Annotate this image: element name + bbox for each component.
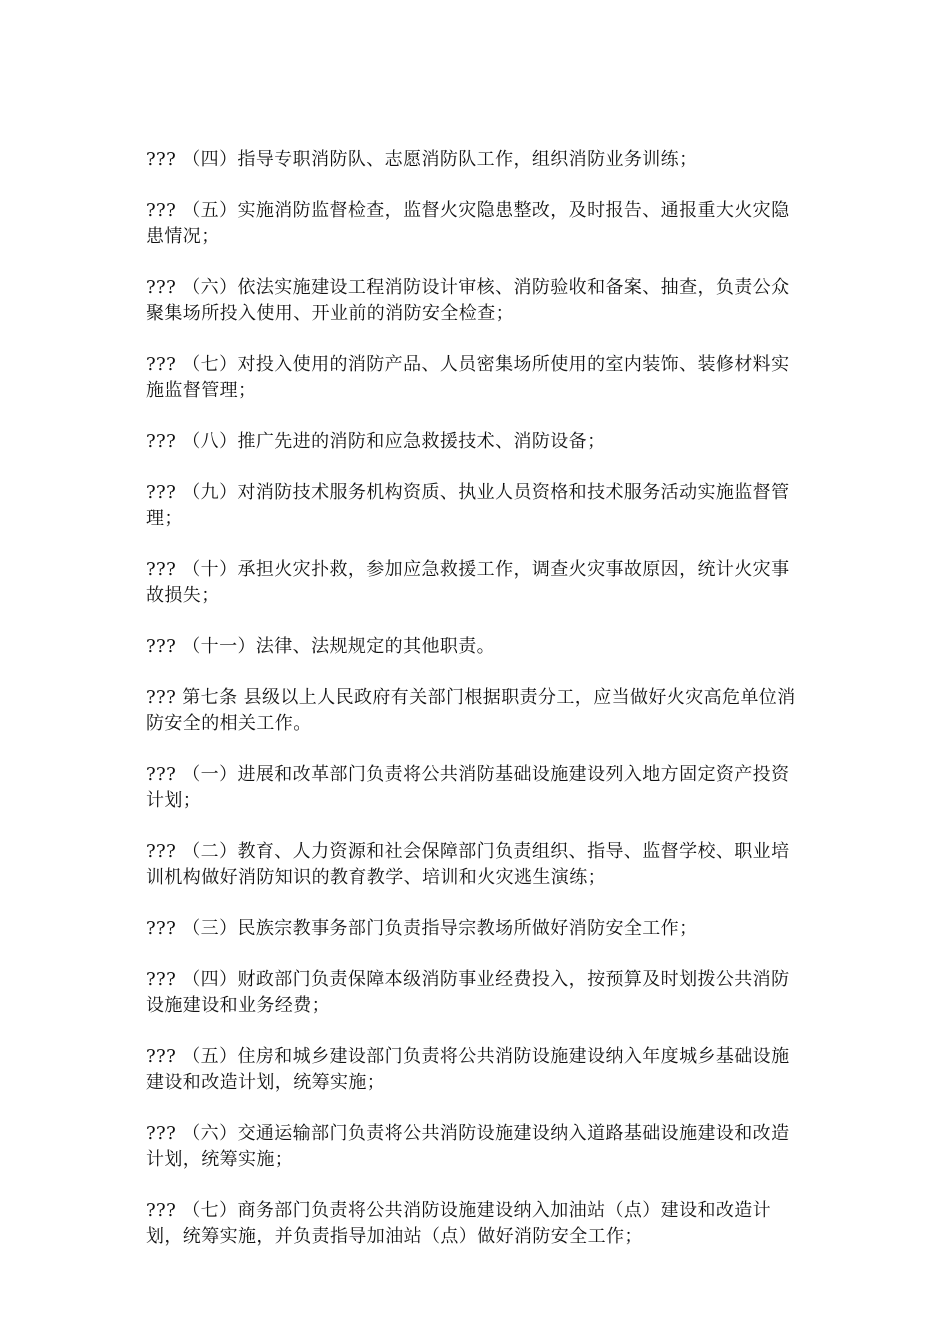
paragraph: ??? （七）对投入使用的消防产品、人员密集场所使用的室内装饰、装修材料实施监督管理；	[146, 354, 790, 401]
paragraph: ??? （八）推广先进的消防和应急救援技术、消防设备；	[146, 431, 606, 452]
document-body	[146, 147, 806, 1275]
paragraph: ??? （四）财政部门负责保障本级消防事业经费投入，按预算及时划拨公共消防设施建设和业务经费；	[146, 969, 790, 1016]
paragraph: ??? （六）依法实施建设工程消防设计审核、消防验收和备案、抽查，负责公众聚集场所投入使用、开业前的消防安全检查；	[146, 277, 790, 324]
paragraph: ??? （十一）法律、法规规定的其他职责。	[146, 636, 496, 657]
paragraph: ??? （四）指导专职消防队、志愿消防队工作，组织消防业务训练；	[146, 149, 698, 170]
paragraph: ??? （三）民族宗教事务部门负责指导宗教场所做好消防安全工作；	[146, 918, 698, 939]
paragraph: ??? （六）交通运输部门负责将公共消防设施建设纳入道路基础设施建设和改造计划，统筹实施；	[146, 1123, 790, 1170]
paragraph: ??? （五）住房和城乡建设部门负责将公共消防设施建设纳入年度城乡基础设施建设和改造计划，统筹实施；	[146, 1046, 790, 1093]
paragraph: ??? （二）教育、人力资源和社会保障部门负责组织、指导、监督学校、职业培训机构做好消防知识的教育教学、培训和火灾逃生演练；	[146, 841, 790, 888]
paragraph: ??? （五）实施消防监督检查，监督火灾隐患整改，及时报告、通报重大火灾隐患情况；	[146, 200, 790, 247]
paragraph: ??? （十）承担火灾扑救，参加应急救援工作，调查火灾事故原因，统计火灾事故损失；	[146, 559, 790, 606]
article-heading-paragraph: ??? 第七条 县级以上人民政府有关部门根据职责分工，应当做好火灾高危单位消防安全的相关工作。	[146, 687, 796, 734]
paragraph: ??? （九）对消防技术服务机构资质、执业人员资格和技术服务活动实施监督管理；	[146, 482, 790, 529]
paragraph: ??? （七）商务部门负责将公共消防设施建设纳入加油站（点）建设和改造计划，统筹实施，并负责指导加油站（点）做好消防安全工作；	[146, 1200, 772, 1247]
paragraph: ??? （一）进展和改革部门负责将公共消防基础设施建设列入地方固定资产投资计划；	[146, 764, 790, 811]
